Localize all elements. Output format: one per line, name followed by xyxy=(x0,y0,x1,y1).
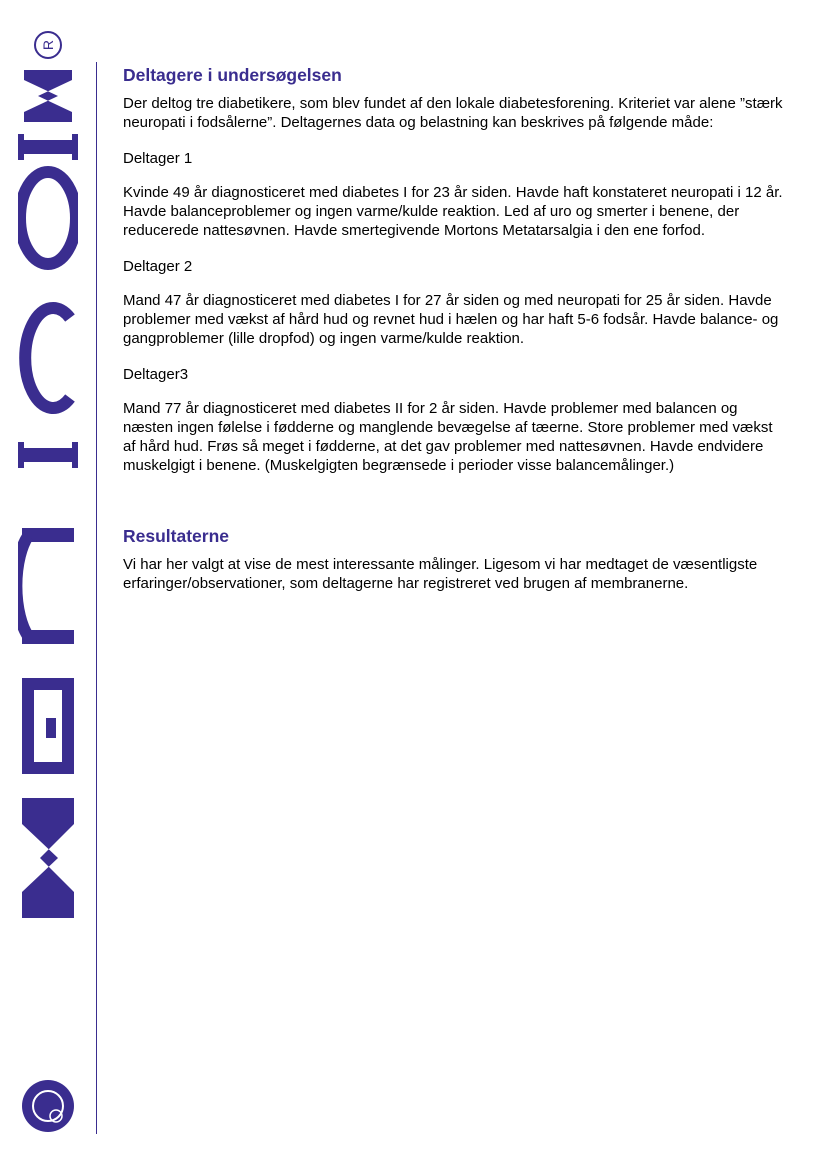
participant-2-text: Mand 47 år diagnosticeret med diabetes I for 27 år siden og med neuropati for 25 år siden. Havde problemer med vækst af hård hud og revnet hud i hælen og har haft 5-6 fodsår. Havde balance- og gangproblemer (lille dropfod) og ingen varme/kulde reaktion. xyxy=(123,292,779,347)
medicovi-logo-icon xyxy=(18,28,78,1138)
participants-heading: Deltagere i undersøgelsen xyxy=(123,65,342,85)
participant-3-text: Mand 77 år diagnosticeret med diabetes II for 2 år siden. Havde problemer med balancen og næsten ingen følelse i fødderne og manglende bevægelse af tæerne. Store problemer med vækst af hård hud. Frøs så meget i fødderne, at det gav problemer med nattesøvnen. Havde endvidere muskelgigt i benene. (Muskelgigten begrænsede i perioder visse balancemålinger.) xyxy=(123,400,773,474)
results-heading: Resultaterne xyxy=(123,526,230,546)
circle-logo-icon xyxy=(22,1080,74,1132)
participants-intro: Der deltog tre diabetikere, som blev fundet af den lokale diabetesforening. Kriteriet var alene ”stærk neuropati i fodsålerne”. Deltagernes data og belastning kan beskrives på følgende måde: xyxy=(123,95,783,131)
participant-1-label: Deltager 1 xyxy=(123,150,193,167)
participant-1-text: Kvinde 49 år diagnosticeret med diabetes I for 23 år siden. Havde haft konstateret neuropati i 12 år. Havde balanceproblemer og ingen varme/kulde reaktion. Led af uro og smerter i benene, der reducerede nattesøvnen. Havde smertegivende Mortons Metatarsalgia i den ene forfod. xyxy=(123,184,783,239)
vertical-divider xyxy=(96,62,97,1134)
brand-logo-vertical xyxy=(18,28,78,1138)
svg-text:R: R xyxy=(40,39,56,51)
results-text: Vi har her valgt at vise de mest interessante målinger. Ligesom vi har medtaget de væsentligste erfaringer/observationer, som deltagerne har registreret ved brugen af membranerne. xyxy=(123,556,758,592)
registered-mark-icon xyxy=(35,32,61,58)
participant-2-label: Deltager 2 xyxy=(123,258,193,275)
participant-3-label: Deltager3 xyxy=(123,366,189,383)
document-body xyxy=(123,64,783,593)
